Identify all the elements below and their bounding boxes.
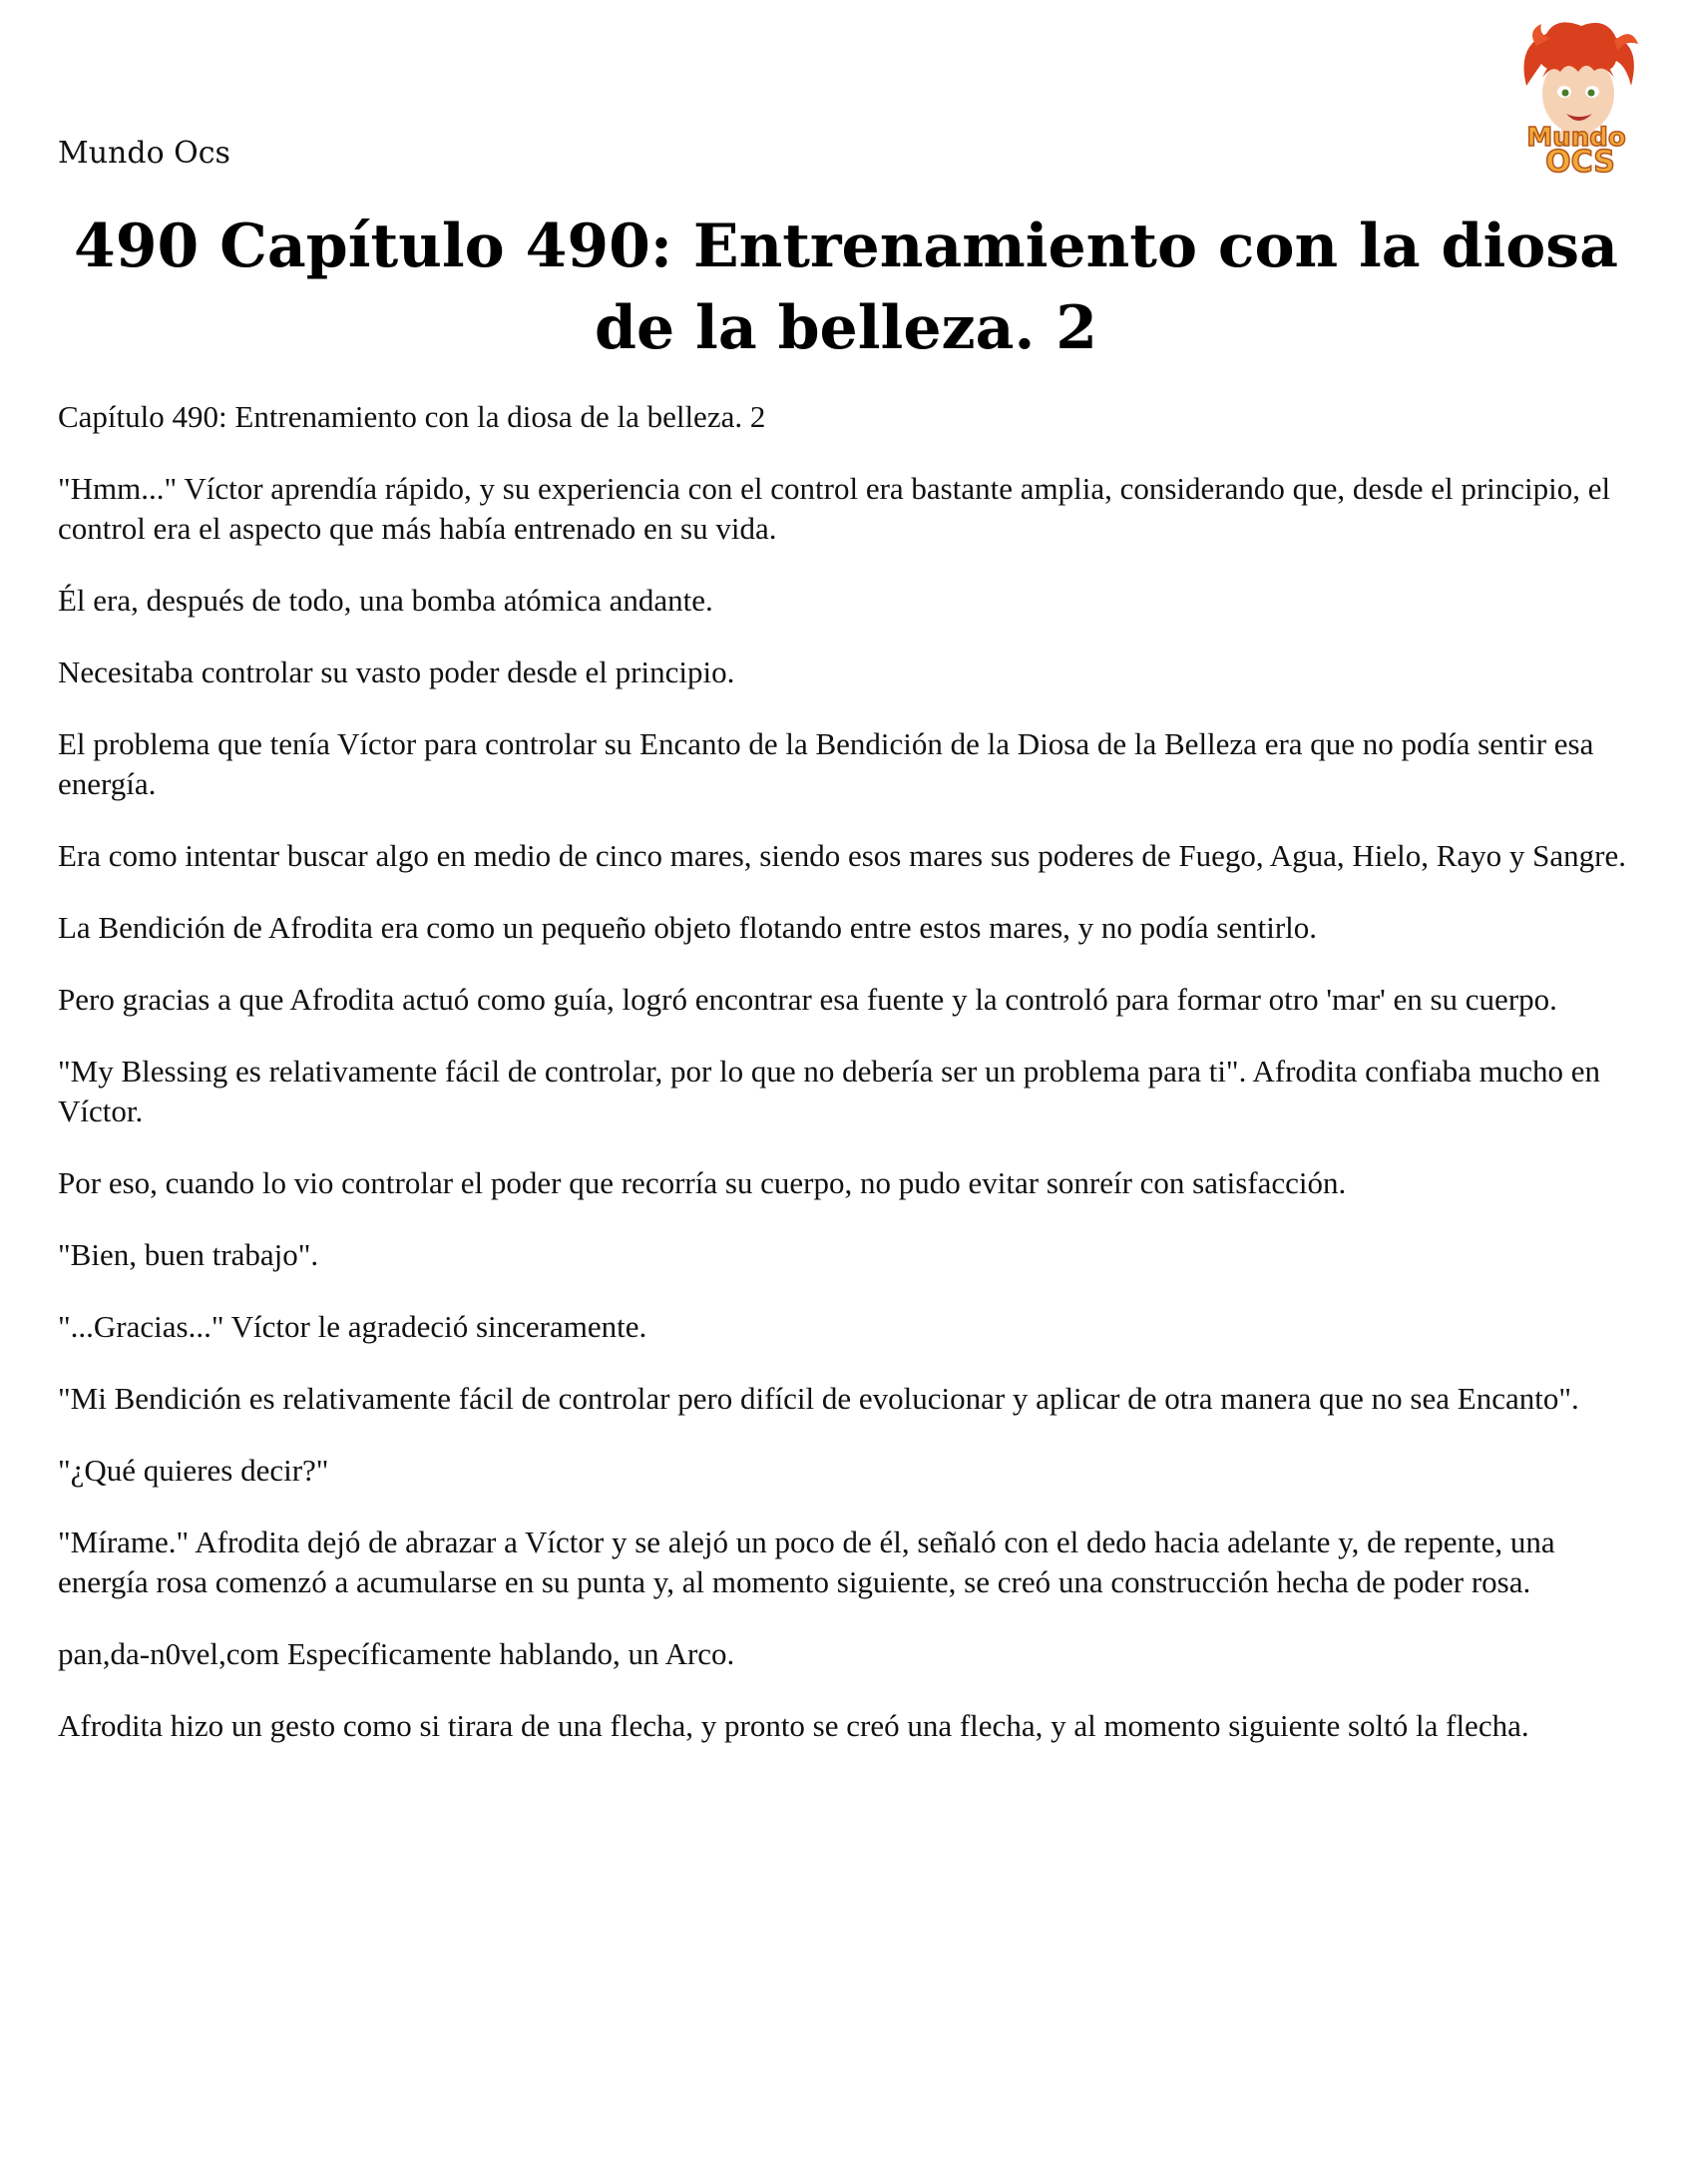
mundo-ocs-logo xyxy=(1496,16,1656,176)
paragraph: Afrodita hizo un gesto como si tirara de una flecha, y pronto se creó una flecha, y al momento siguiente soltó la flecha. xyxy=(58,1708,1529,1743)
logo-text-bottom: OCS xyxy=(1545,145,1615,176)
paragraph: El problema que tenía Víctor para controlar su Encanto de la Bendición de la Diosa de la Belleza era que no podía sentir esa energía. xyxy=(58,726,1594,801)
paragraph: "Bien, buen trabajo". xyxy=(58,1237,319,1272)
paragraph: "Mi Bendición es relativamente fácil de controlar pero difícil de evolucionar y aplicar de otra manera que no sea Encanto". xyxy=(58,1381,1579,1416)
site-name: Mundo Ocs xyxy=(58,136,230,171)
paragraph: "¿Qué quieres decir?" xyxy=(58,1453,329,1488)
paragraph: Era como intentar buscar algo en medio de cinco mares, siendo esos mares sus poderes de Fuego, Agua, Hielo, Rayo y Sangre. xyxy=(58,838,1626,873)
paragraph: Necesitaba controlar su vasto poder desde el principio. xyxy=(58,655,735,689)
paragraph: Pero gracias a que Afrodita actuó como guía, logró encontrar esa fuente y la controló para formar otro 'mar' en su cuerpo. xyxy=(58,982,1557,1017)
paragraph: "Hmm..." Víctor aprendía rápido, y su experiencia con el control era bastante amplia, considerando que, desde el principio, el control era el aspecto que más había entrenado en su vida. xyxy=(58,471,1611,546)
paragraph: "...Gracias..." Víctor le agradeció sinceramente. xyxy=(58,1309,647,1344)
paragraph: Capítulo 490: Entrenamiento con la diosa de la belleza. 2 xyxy=(58,399,766,434)
paragraph: "Mírame." Afrodita dejó de abrazar a Víctor y se alejó un poco de él, señaló con el dedo hacia adelante y, de repente, una energía rosa comenzó a acumularse en su punta y, al momento siguiente, se creó una construcción hecha de poder rosa. xyxy=(58,1525,1555,1599)
paragraph: "My Blessing es relativamente fácil de controlar, por lo que no debería ser un problema para ti". Afrodita confiaba mucho en Víctor. xyxy=(58,1054,1600,1128)
chapter-body xyxy=(58,397,1644,1778)
paragraph: La Bendición de Afrodita era como un pequeño objeto flotando entre estos mares, y no podía sentirlo. xyxy=(58,910,1318,945)
chapter-title: 490 Capítulo 490: Entrenamiento con la diosa de la belleza. 2 xyxy=(74,212,1618,363)
paragraph: pan,da-n0vel,com Específicamente hablando, un Arco. xyxy=(58,1636,735,1671)
paragraph: Por eso, cuando lo vio controlar el poder que recorría su cuerpo, no pudo evitar sonreír con satisfacción. xyxy=(58,1165,1347,1200)
logo-text-top: Mundo xyxy=(1526,123,1626,153)
paragraph: Él era, después de todo, una bomba atómica andante. xyxy=(58,583,713,618)
